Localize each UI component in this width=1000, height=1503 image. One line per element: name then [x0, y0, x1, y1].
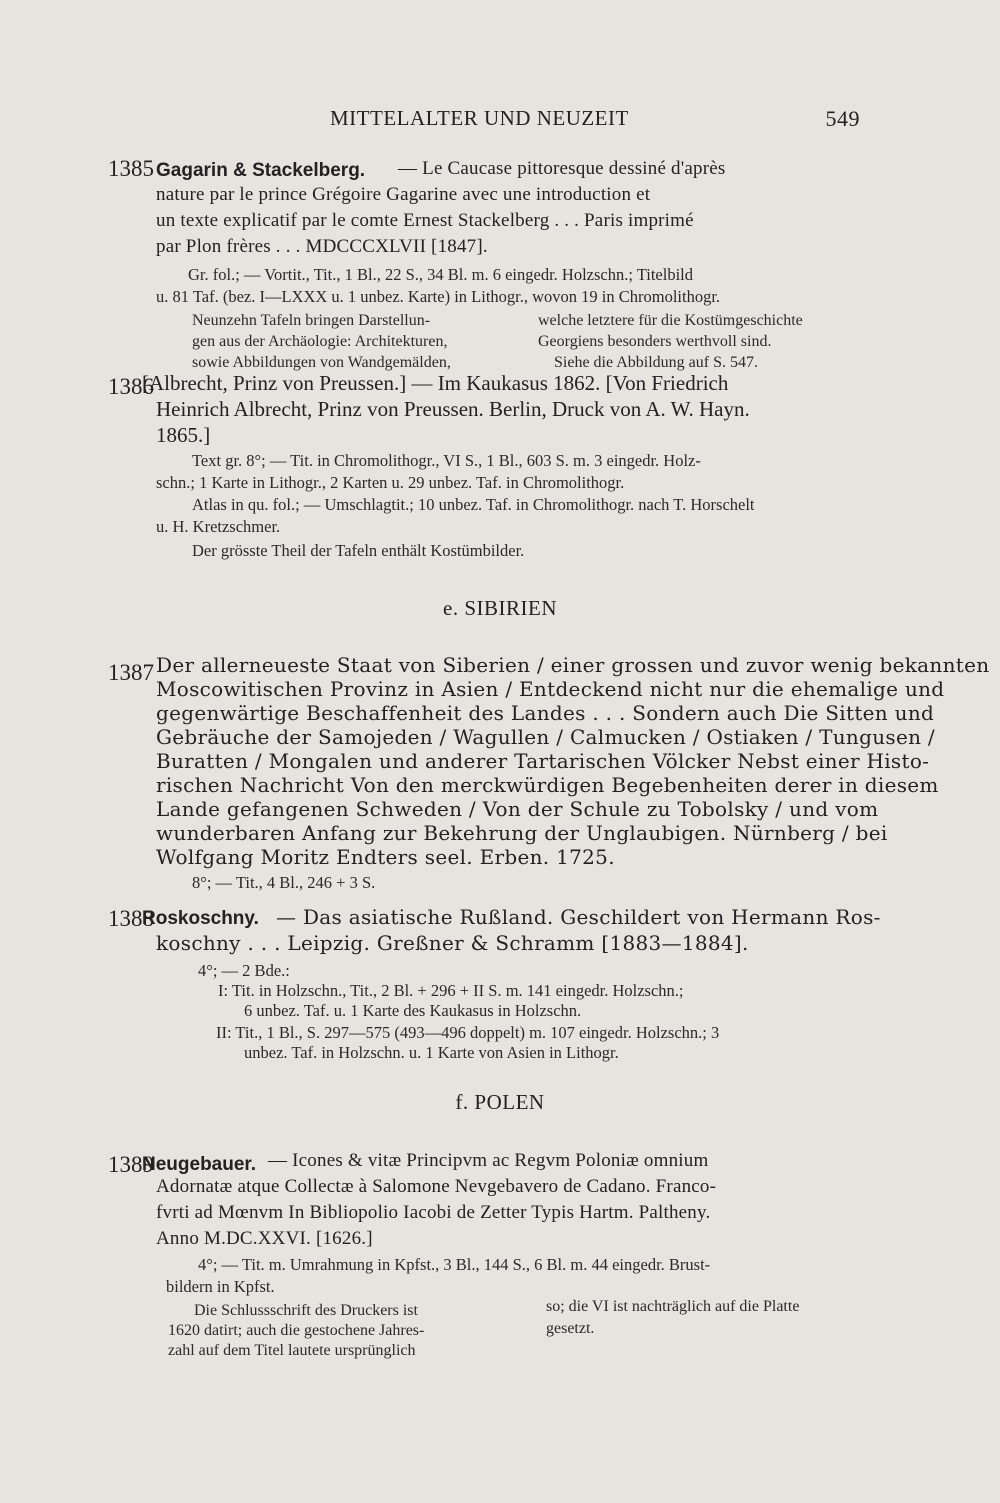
entry-author: Roskoschny.: [142, 908, 259, 929]
note-left: Neunzehn Tafeln bringen Darstellun-: [192, 312, 431, 329]
note-right: Siehe die Abbildung auf S. 547.: [554, 354, 758, 371]
entry-description: 4°; — Tit. m. Umrahmung in Kpfst., 3 Bl., 144 S., 6 Bl. m. 44 eingedr. Brust-: [198, 1255, 711, 1274]
entry-description: Atlas in qu. fol.; — Umschlagtit.; 10 unbez. Taf. in Chromolithogr. nach T. Horschelt: [192, 495, 755, 514]
entry-description: Gr. fol.; — Vortit., Tit., 1 Bl., 22 S., 34 Bl. m. 6 eingedr. Holzschn.; Titelbild: [188, 265, 693, 284]
entry-line: wunderbaren Anfang zur Bekehrung der Unglaubigen. Nürnberg / bei: [156, 821, 888, 845]
entry-description: Text gr. 8°; — Tit. in Chromolithogr., VI S., 1 Bl., 603 S. m. 3 eingedr. Holz-: [192, 451, 701, 470]
entry-description: schn.; 1 Karte in Lithogr., 2 Karten u. 29 unbez. Taf. in Chromolithogr.: [156, 473, 625, 492]
entry-description: I: Tit. in Holzschn., Tit., 2 Bl. + 296 + II S. m. 141 eingedr. Holzschn.;: [218, 981, 684, 1000]
entry-line: koschny . . . Leipzig. Greßner & Schramm [1883—1884].: [156, 931, 749, 955]
entry-line: Heinrich Albrecht, Prinz von Preussen. Berlin, Druck von A. W. Hayn.: [156, 397, 750, 421]
entry-number: 1385: [108, 156, 154, 181]
entry-line: Adornatæ atque Collectæ à Salomone Nevgebavero de Cadano. Franco-: [156, 1176, 717, 1197]
entry-author: Gagarin & Stackelberg.: [156, 160, 366, 181]
section-heading: f. POLEN: [455, 1090, 545, 1114]
note-right: welche letztere für die Kostümgeschichte: [538, 312, 803, 329]
note-right: Georgiens besonders werthvoll sind.: [538, 333, 772, 350]
entry-line: Moscowitischen Provinz in Asien / Entdeckend nicht nur die ehemalige und: [156, 677, 945, 701]
entry-number: 1386: [108, 374, 154, 399]
entry-number: 1389: [108, 1152, 154, 1177]
entry-line: — Das asiatische Rußland. Geschildert von Hermann Ros-: [276, 905, 881, 929]
note-left: zahl auf dem Titel lautete ursprünglich: [168, 1342, 416, 1359]
section-heading: e. SIBIRIEN: [443, 596, 557, 620]
note-right: so; die VI ist nachträglich auf die Platte: [546, 1298, 800, 1315]
entry-description: bildern in Kpfst.: [166, 1277, 275, 1296]
entry-line: Der allerneueste Staat von Siberien / einer grossen und zuvor wenig bekannten: [156, 653, 990, 677]
entry-author: Neugebauer.: [142, 1154, 257, 1175]
entry-line: Wolfgang Moritz Endters seel. Erben. 1725.: [156, 845, 615, 869]
entry-description: Der grösste Theil der Tafeln enthält Kostümbilder.: [192, 541, 525, 560]
entry-line: Gebräuche der Samojeden / Wagullen / Calmucken / Ostiaken / Tungusen /: [156, 725, 935, 749]
entry-description: 4°; — 2 Bde.:: [198, 961, 290, 980]
entry-line: gegenwärtige Beschaffenheit des Landes . . . Sondern auch Die Sitten und: [156, 701, 935, 725]
entry-description: 6 unbez. Taf. u. 1 Karte des Kaukasus in Holzschn.: [244, 1001, 582, 1020]
entry-description: II: Tit., 1 Bl., S. 297—575 (493—496 doppelt) m. 107 eingedr. Holzschn.; 3: [216, 1023, 720, 1042]
entry-line: [Albrecht, Prinz von Preussen.] — Im Kaukasus 1862. [Von Friedrich: [142, 371, 729, 395]
entry-line: un texte explicatif par le comte Ernest Stackelberg . . . Paris imprimé: [156, 210, 694, 231]
entry-description: u. H. Kretzschmer.: [156, 517, 281, 536]
entry-line: rischen Nachricht Von den merckwürdigen Begebenheiten derer in diesem: [156, 773, 939, 797]
note-left: sowie Abbildungen von Wandgemälden,: [192, 354, 451, 371]
entry-description: 8°; — Tit., 4 Bl., 246 + 3 S.: [192, 873, 376, 892]
running-title: MITTELALTER UND NEUZEIT: [330, 106, 629, 130]
note-right: gesetzt.: [546, 1320, 595, 1337]
entry-line: fvrti ad Mœnvm In Bibliopolio Iacobi de Zetter Typis Hartm. Paltheny.: [156, 1202, 711, 1223]
entry-number: 1388: [108, 906, 154, 931]
entry-description: unbez. Taf. in Holzschn. u. 1 Karte von Asien in Lithogr.: [244, 1043, 619, 1062]
entry-line: — Icones & vitæ Principvm ac Regvm Poloniæ omnium: [268, 1150, 709, 1171]
entry-line: Anno M.DC.XXVI. [1626.]: [156, 1228, 373, 1249]
entry-line: nature par le prince Grégoire Gagarine avec une introduction et: [156, 184, 651, 205]
page-number: 549: [825, 106, 860, 131]
entry-line: — Le Caucase pittoresque dessiné d'après: [398, 158, 726, 179]
entry-number: 1387: [108, 660, 154, 685]
note-left: gen aus der Archäologie: Architekturen,: [192, 333, 448, 350]
note-left: 1620 datirt; auch die gestochene Jahres-: [168, 1322, 425, 1339]
entry-line: par Plon frères . . . MDCCCXLVII [1847].: [156, 236, 488, 257]
note-left: Die Schlussschrift des Druckers ist: [194, 1302, 418, 1319]
entry-line: Buratten / Mongalen und anderer Tartarischen Völcker Nebst einer Histo-: [156, 749, 930, 773]
entry-line: 1865.]: [156, 423, 211, 447]
entry-description: u. 81 Taf. (bez. I—LXXX u. 1 unbez. Karte) in Lithogr., wovon 19 in Chromolithogr.: [156, 287, 721, 306]
entry-line: Lande gefangenen Schweden / Von der Schule zu Tobolsky / und vom: [156, 797, 879, 821]
